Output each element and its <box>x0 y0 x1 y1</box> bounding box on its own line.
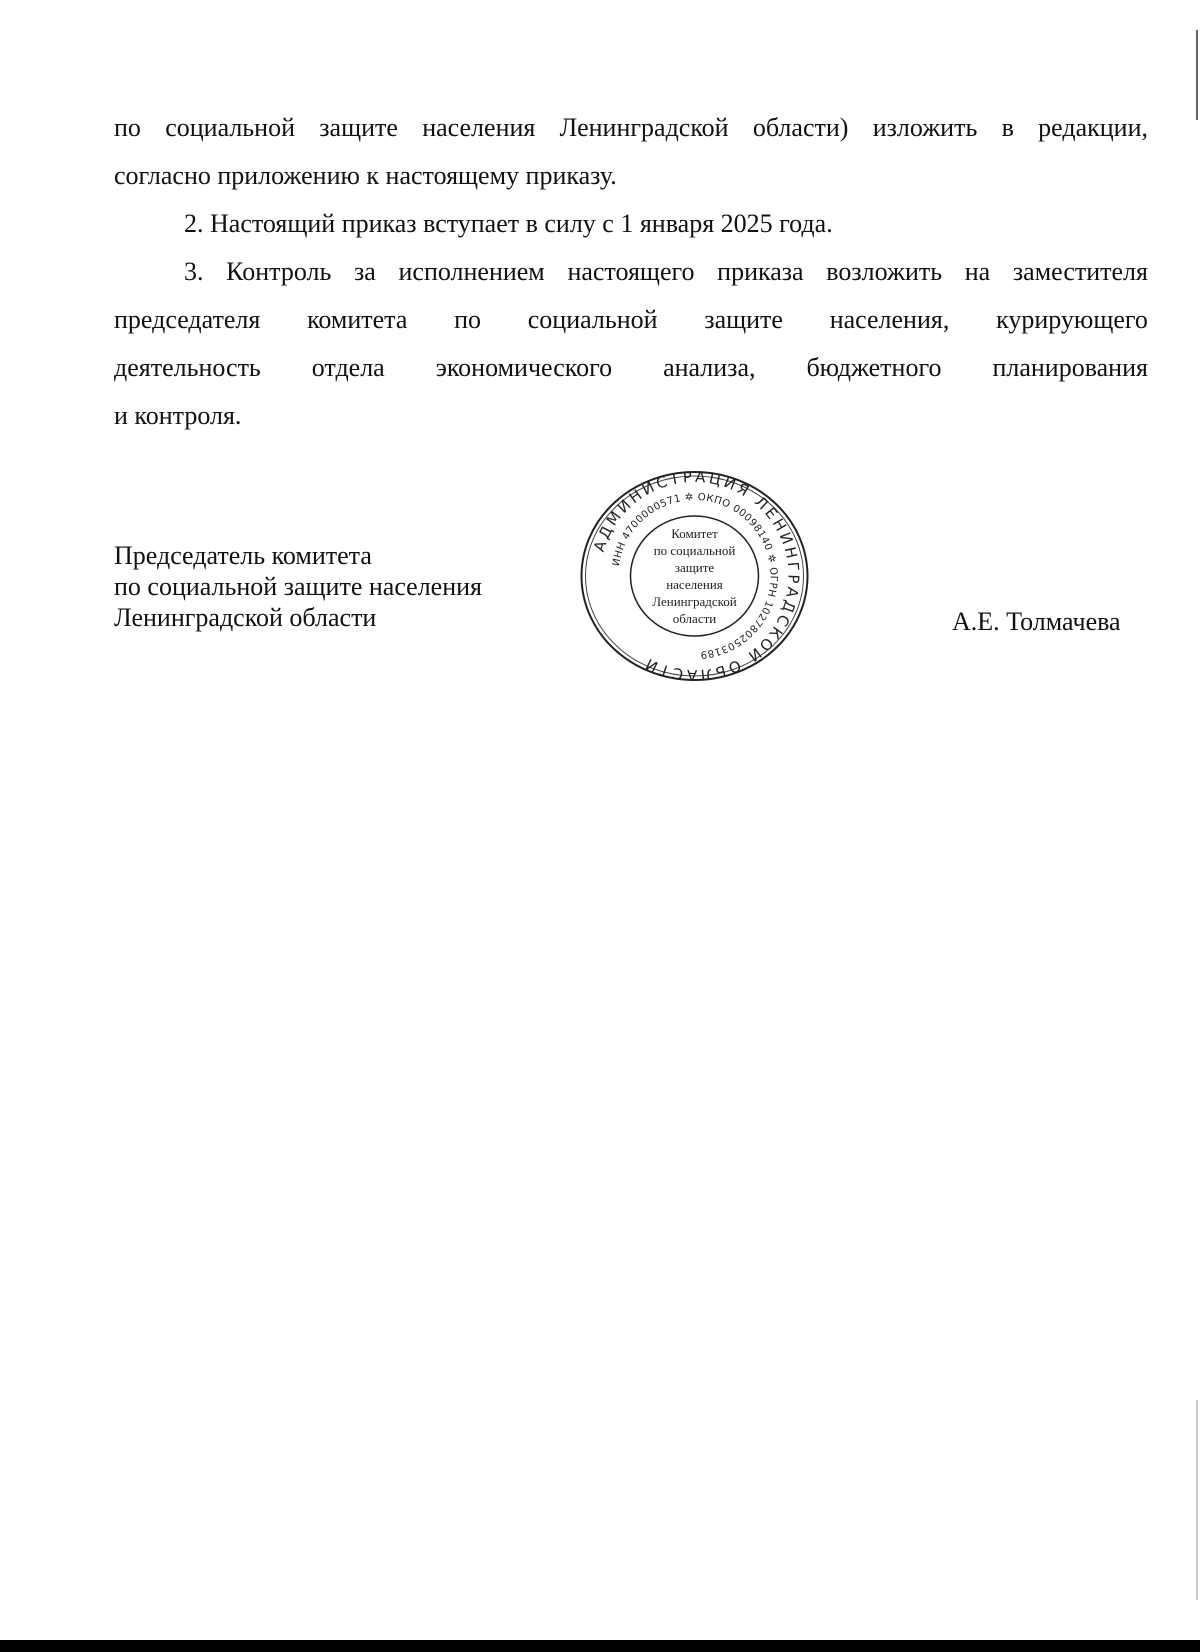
word: экономического <box>435 353 613 382</box>
seal-center-line-6: области <box>672 611 717 626</box>
word: защите <box>704 305 783 334</box>
signature-title <box>114 540 482 633</box>
seal-inner-ring-text: ИНН 4700000571 ✲ ОКПО 00098140 ✲ ОГРН 1027802503189 <box>611 491 779 660</box>
word: деятельность <box>114 353 261 382</box>
seal-center-line-2: по социальной <box>653 543 736 558</box>
paragraph-3-line-3 <box>114 344 1148 392</box>
scan-edge-mark <box>1196 30 1198 120</box>
paragraph-3-line-4: и контроля. <box>114 401 242 430</box>
signature-title-line-3: Ленинградской области <box>114 603 377 632</box>
word: анализа, <box>663 353 756 382</box>
signature-title-line-2: по социальной защите населения <box>114 572 483 601</box>
word: председателя <box>114 305 261 334</box>
signer-name: А.Е. Толмачева <box>952 607 1121 636</box>
seal-center-line-3: защите <box>674 560 715 575</box>
word: по <box>454 305 482 334</box>
word: планирования <box>992 353 1148 382</box>
seal-outer-text: АДМИНИСТРАЦИЯ ЛЕНИНГРАДСКОЙ ОБЛАСТИ <box>589 467 803 685</box>
scan-edge-mark-lower <box>1196 1400 1198 1600</box>
paragraph-1-line-2: согласно приложению к настоящему приказу. <box>114 161 617 190</box>
paragraph-3-line-2 <box>114 296 1148 344</box>
official-seal <box>577 466 812 686</box>
document-body <box>114 104 1148 440</box>
word: бюджетного <box>806 353 942 382</box>
seal-center-line-1: Комитет <box>671 526 718 541</box>
word: населения, <box>829 305 950 334</box>
seal-center-line-4: населения <box>666 577 723 592</box>
scan-bottom-edge <box>0 1640 1200 1652</box>
signature-title-line-1: Председатель комитета <box>114 541 372 570</box>
seal-center-line-5: Ленинградской <box>652 594 737 609</box>
word: комитета <box>307 305 408 334</box>
word: курирующего <box>996 305 1148 334</box>
paragraph-1-line-1: по социальной защите населения Ленинградской области) изложить в редакции, <box>114 113 1148 142</box>
word: отдела <box>311 353 385 382</box>
paragraph-2: 2. Настоящий приказ вступает в силу с 1 января 2025 года. <box>184 209 833 238</box>
word: социальной <box>527 305 658 334</box>
paragraph-3-line-1: 3. Контроль за исполнением настоящего приказа возложить на заместителя <box>184 257 1148 286</box>
seal-center-text <box>652 526 737 626</box>
